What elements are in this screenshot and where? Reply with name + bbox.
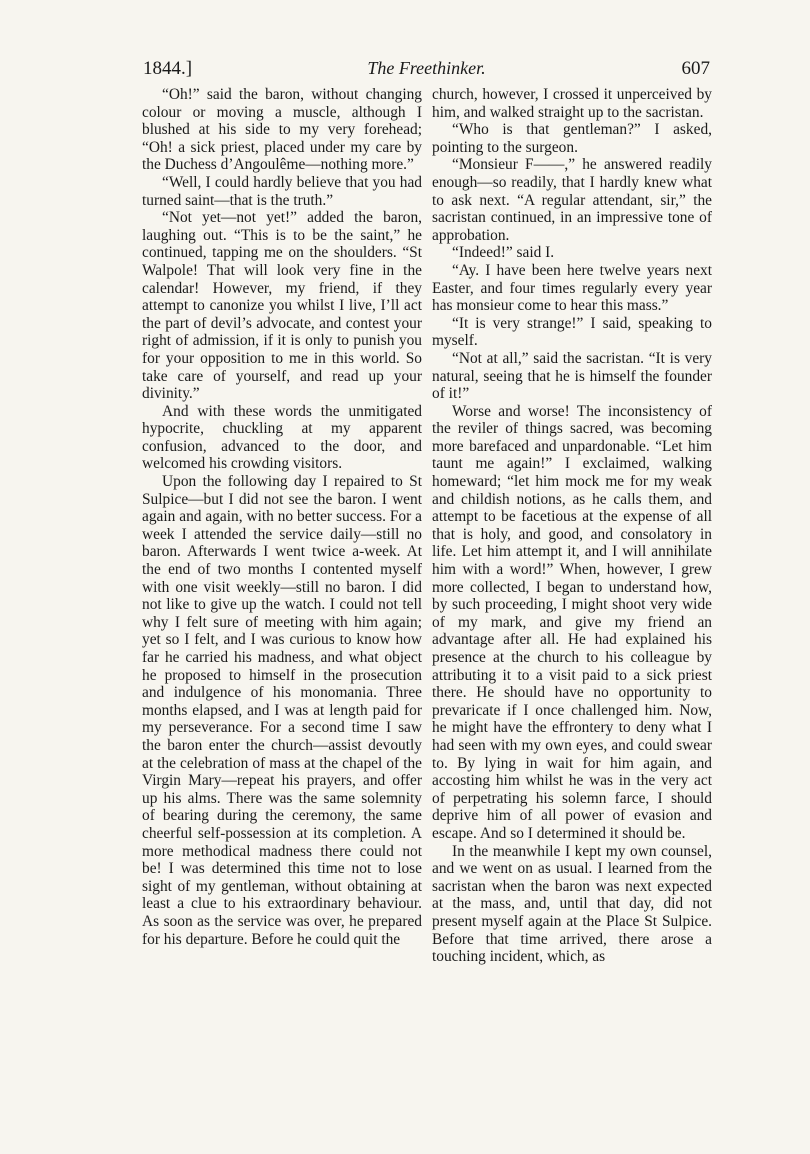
paragraph: “Indeed!” said I. <box>452 244 555 262</box>
paragraph: “Not at all,” said the sacristan. “It is very natural, seeing that he is himself the founder of it!” <box>432 349 712 403</box>
left-column <box>142 86 422 948</box>
paragraph: “Who is that gentleman?” I asked, pointing to the surgeon. <box>432 121 712 156</box>
header-title: The Freethinker. <box>367 58 486 78</box>
paragraph: “Monsieur F——,” he answered readily enough—so readily, that I hardly knew what to ask next. “A regular attendant, sir,” the sacristan continued, in an impressive tone of approbation. <box>432 156 712 244</box>
paragraph: “Not yet—not yet!” added the baron, laughing out. “This is to be the saint,” he continued, tapping me on the shoulders. “St Walpole! That will look very fine in the calendar! However, my friend, if they attempt to canonize you whilst I live, I’ll act the part of devil’s advocate, and contest your right of admission, if it is only to punish you for your opposition to me in this world. So take care of yourself, and read up your divinity.” <box>142 209 422 403</box>
paragraph: And with these words the unmitigated hypocrite, chuckling at my apparent confusion, advanced to the door, and welcomed his crowding visitors. <box>142 402 422 473</box>
paragraph-continued: church, however, I crossed it unperceived by him, and walked straight up to the sacristan. <box>432 86 712 121</box>
right-column <box>432 86 712 966</box>
paragraph: Upon the following day I repaired to St Sulpice—but I did not see the baron. I went again and again, with no better success. For a week I attended the service daily—still no baron. Afterwards I went twice a-week. At the end of two months I contented myself with one visit weekly—still no baron. I did not like to give up the watch. I could not tell why I felt sure of meeting with him again; yet so I felt, and I was curious to know how far he carried his madness, and what object he proposed to himself in the prosecution and indulgence of his monomania. Three months elapsed, and I was at length paid for my perseverance. For a second time I saw the baron enter the church—assist devoutly at the celebration of mass at the chapel of the Virgin Mary—repeat his prayers, and offer up his alms. There was the same solemnity of bearing during the ceremony, the same cheerful self-possession at its completion. A more methodical madness there could not be! I was determined this time not to lose sight of my gentleman, without obtaining at least a clue to his extraordinary behaviour. As soon as the service was over, he prepared for his departure. Before he could quit the <box>142 473 422 948</box>
paragraph: “Oh!” said the baron, without changing colour or moving a muscle, although I blushed at his side to my very forehead; “Oh! a sick priest, placed under my care by the Duchess d’Angoulême—nothing more.” <box>142 86 422 174</box>
paragraph: In the meanwhile I kept my own counsel, and we went on as usual. I learned from the sacristan when the baron was next expected at the mass, and, until that day, did not present myself again at the Place St Sulpice. Before that time arrived, there arose a touching incident, which, as <box>432 842 712 966</box>
running-header <box>143 58 710 82</box>
paragraph: “Ay. I have been here twelve years next Easter, and four times regularly every year has monsieur come to hear this mass.” <box>432 261 712 315</box>
paragraph: “It is very strange!” I said, speaking to myself. <box>432 314 712 350</box>
header-year: 1844.] <box>143 58 193 79</box>
paragraph: Worse and worse! The inconsistency of the reviler of things sacred, was becoming more barefaced and unpardonable. “Let him taunt me again!” I exclaimed, walking homeward; “let him mock me for my weak and childish notions, as he calls them, and attempt to be facetious at the expense of all that is holy, and good, and consolatory in life. Let him attempt it, and I will annihilate him with a word!” When, however, I grew more collected, I began to understand how, by such proceeding, I might shoot very wide of my mark, and give my friend an advantage after all. He had explained his presence at the church to his colleague by attributing it to a visit paid to a sick priest there. He should have no opportunity to prevaricate if I once challenged him. Now, he might have the effrontery to deny what I had seen with my own eyes, and could swear to. By lying in wait for him again, and accosting him whilst he was in the very act of perpetrating his solemn farce, I should deprive him of all power of evasion and escape. And so I determined it should be. <box>432 402 712 842</box>
paragraph: “Well, I could hardly believe that you had turned saint—that is the truth.” <box>142 173 422 209</box>
page-number: 607 <box>681 58 710 79</box>
